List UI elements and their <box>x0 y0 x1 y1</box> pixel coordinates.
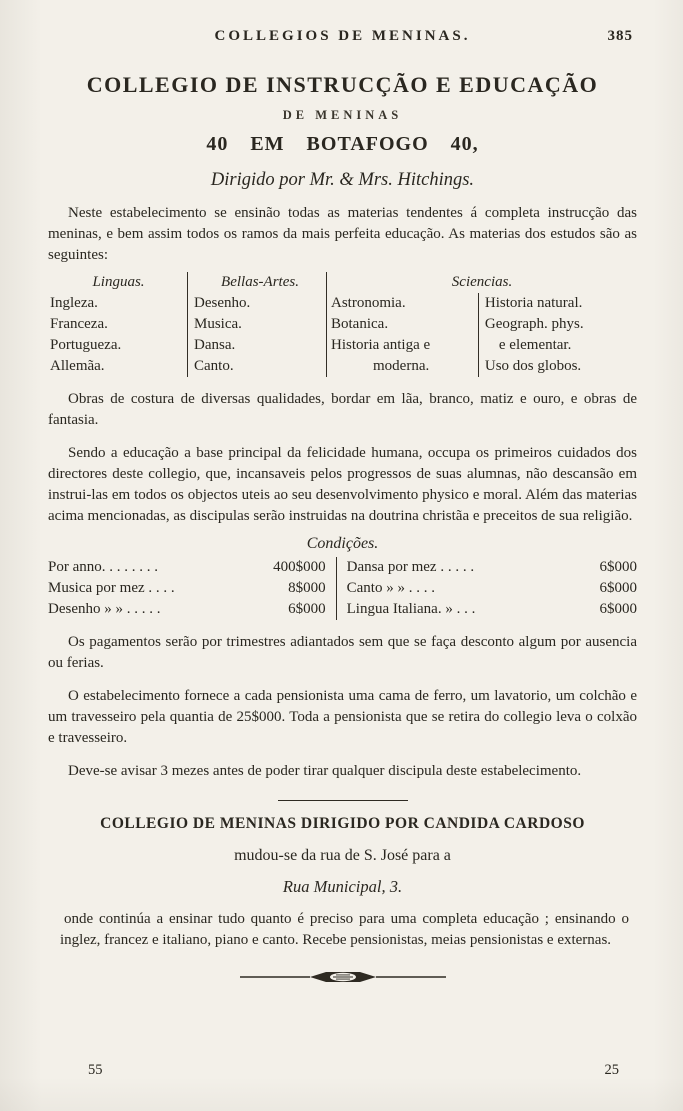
running-title: COLLEGIOS DE MENINAS. <box>214 28 471 44</box>
column-header-bellas-artes: Bellas-Artes. <box>221 274 299 290</box>
cardoso-heading: COLLEGIO DE MENINAS DIRIGIDO POR CANDIDA CARDOSO <box>100 815 585 832</box>
price-label: Lingua Italiana. » . . . <box>346 601 476 617</box>
price-column-right <box>337 557 637 620</box>
subject-item: Astronomia. <box>331 295 406 311</box>
subject-item: Uso dos globos. <box>484 358 582 374</box>
masthead-title: COLLEGIO DE INSTRUCÇÃO E EDUCAÇÃO <box>86 72 599 97</box>
aviso-paragraph: Deve-se avisar 3 mezes antes de poder tirar qualquer discipula deste estabelecimento. <box>68 763 582 779</box>
subjects-column-linguas <box>48 272 188 377</box>
sciencias-right-list <box>479 293 637 377</box>
subject-item: Ingleza. <box>50 295 98 311</box>
subject-item: Historia antiga e <box>331 337 431 353</box>
condicoes-heading: Condições. <box>306 535 379 552</box>
masthead-address: 40 EM BOTAFOGO 40, <box>206 133 479 155</box>
price-label: Musica por mez . . . . <box>48 580 175 596</box>
price-value: 6$000 <box>599 601 637 617</box>
subject-item: Botanica. <box>331 316 389 332</box>
price-label: Desenho » » . . . . . <box>48 601 161 617</box>
subjects-column-bellas-artes <box>188 272 327 377</box>
subjects-column-sciencias <box>327 272 637 377</box>
subject-item: Geograph. phys. <box>484 316 584 332</box>
price-row <box>347 578 637 599</box>
price-value: 6$000 <box>599 580 637 596</box>
intro-paragraph: Neste estabelecimento se ensinão todas as materias tendentes á completa instrucção das meninas, e bem assim todos os ramos da mais perfeita educação. As materias dos estudos são as seguintes: <box>48 205 637 263</box>
cardoso-new-address: Rua Municipal, 3. <box>282 877 403 896</box>
cardoso-paragraph: onde continúa a ensinar tudo quanto é preciso para uma completa educação ; ensinando o inglez, francez e italiano, piano e canto. Recebe pensionistas, meias pensionistas e externas. <box>60 911 629 948</box>
ornament-icon <box>238 969 448 985</box>
subject-item: e elementar. <box>498 337 572 353</box>
section-divider <box>278 800 408 801</box>
subject-item: Allemãa. <box>50 358 105 374</box>
column-header-sciencias: Sciencias. <box>451 274 513 290</box>
price-row <box>347 599 637 620</box>
ornament-divider <box>48 969 637 990</box>
price-column-left <box>48 557 337 620</box>
price-row <box>48 557 326 578</box>
masthead-subtitle: DE MENINAS <box>282 108 403 122</box>
subject-item: Desenho. <box>194 295 251 311</box>
masthead-directors: Dirigido por Mr. & Mrs. Hitchings. <box>210 170 475 190</box>
price-row <box>48 578 326 599</box>
price-label: Canto » » . . . . <box>346 580 435 596</box>
price-label: Por anno. . . . . . . . <box>48 559 158 575</box>
price-value: 6$000 <box>599 559 637 575</box>
subjects-table <box>48 272 637 377</box>
subject-item: Franceza. <box>50 316 108 332</box>
costura-paragraph: Obras de costura de diversas qualidades, bordar em lãa, branco, matiz e ouro, e obras de fantasia. <box>48 391 637 428</box>
price-value: 8$000 <box>288 580 326 596</box>
price-label: Dansa por mez . . . . . <box>346 559 475 575</box>
footer-left-number: 55 <box>88 1062 103 1078</box>
column-header-linguas: Linguas. <box>92 274 145 290</box>
educacao-paragraph: Sendo a educação a base principal da felicidade humana, occupa os primeiros cuidados dos directores deste collegio, que, incansaveis pelos progressos de suas alumnas, não descansão em instrui-las em todos os objectos uteis ao seu desenvolvimento physico e moral. Além das materias acima mencionadas, as discipulas serão instruidas na doutrina christãa e preceitos de sua religião. <box>48 445 637 524</box>
subject-item: Portugueza. <box>50 337 122 353</box>
subject-item: Musica. <box>194 316 242 332</box>
page-number: 385 <box>607 28 633 44</box>
price-row <box>48 599 326 620</box>
price-value: 6$000 <box>288 601 326 617</box>
running-header <box>48 28 637 48</box>
price-value: 400$000 <box>273 559 326 575</box>
subject-item: Canto. <box>194 358 234 374</box>
cardoso-move-notice: mudou-se da rua de S. José para a <box>234 847 451 864</box>
price-row <box>347 557 637 578</box>
subject-item: Historia natural. <box>484 295 583 311</box>
footer-right-number: 25 <box>604 1062 619 1078</box>
subject-item: moderna. <box>373 358 430 374</box>
subject-item: Dansa. <box>194 337 236 353</box>
fornecimento-paragraph: O estabelecimento fornece a cada pensionista uma cama de ferro, um lavatorio, um colchão e um travesseiro pela quantia de 25$000. Toda a pensionista que se retira do collegio leva o colxão e travesseiro. <box>48 688 637 746</box>
pagamentos-paragraph: Os pagamentos serão por trimestres adiantados sem que se faça desconto algum por ausencia ou ferias. <box>48 634 637 671</box>
price-table <box>48 557 637 620</box>
sciencias-left-list <box>327 293 479 377</box>
sciencias-body <box>327 293 637 377</box>
